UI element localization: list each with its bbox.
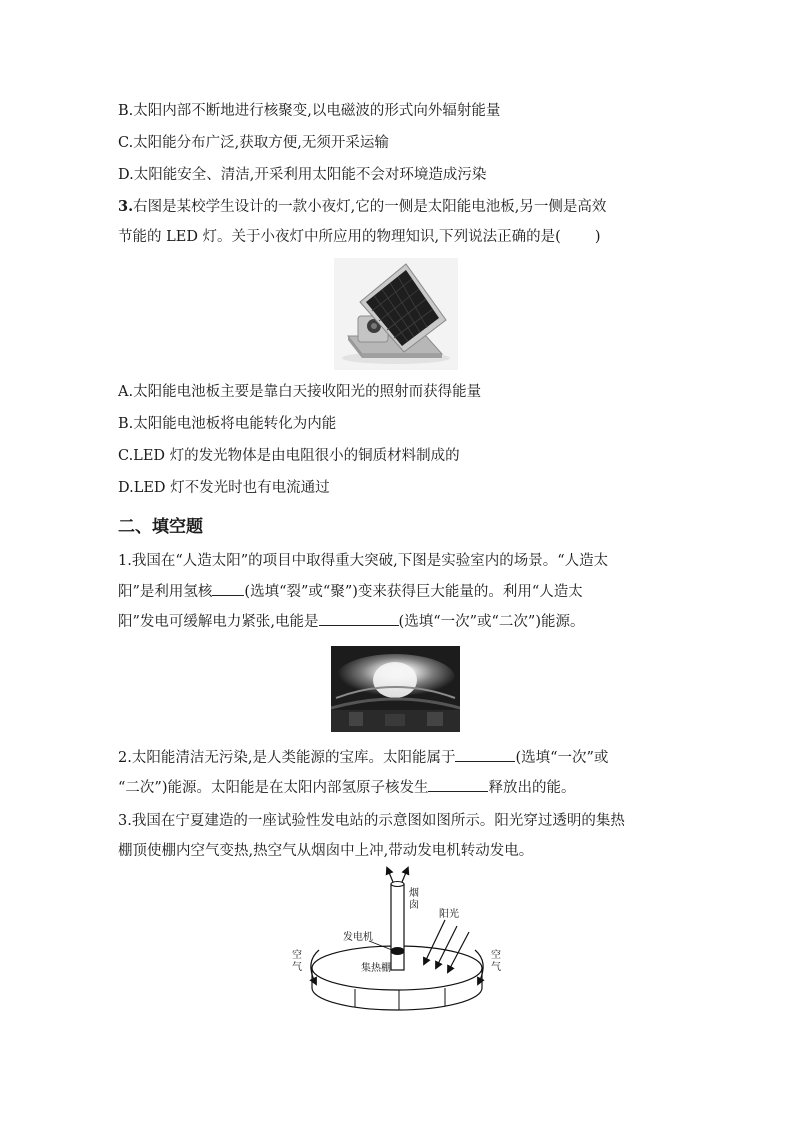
option-b: B.太阳内部不断地进行核聚变,以电磁波的形式向外辐射能量 <box>118 103 501 119</box>
air-label: 气 <box>292 962 302 973</box>
question-text: ) <box>594 229 601 245</box>
air-label: 空 <box>292 950 302 961</box>
answer-blank[interactable] <box>428 777 488 792</box>
chimney-label: 烟 <box>409 888 419 899</box>
question-text: 2.太阳能清洁无污染,是人类能源的宝库。太阳能属于 <box>118 750 456 766</box>
section-title: 二、填空题 <box>118 517 203 537</box>
question-3-line2 <box>118 227 601 247</box>
question-text: 阳”发电可缓解电力紧张,电能是 <box>118 614 319 630</box>
diagram-svg <box>285 866 510 1028</box>
fill-1-line2 <box>118 581 583 602</box>
option-d: D.太阳能安全、清洁,开采利用太阳能不会对环境造成污染 <box>118 167 487 183</box>
air-label: 气 <box>491 962 501 973</box>
fill-3-line1: 3.我国在宁夏建造的一座试验性发电站的示意图如图所示。阳光穿过透明的集热 <box>118 813 625 829</box>
question-number: 3. <box>118 198 134 215</box>
option-c: C.太阳能分布广泛,获取方便,无须开采运输 <box>118 135 389 151</box>
answer-blank[interactable] <box>319 611 399 626</box>
fill-1-line1: 1.我国在“人造太阳”的项目中取得重大突破,下图是实验室内的场景。“人造太 <box>118 553 609 569</box>
fill-3-line2: 棚顶使棚内空气变热,热空气从烟囱中上冲,带动发电机转动发电。 <box>118 843 534 859</box>
solar-lamp-illustration <box>334 258 458 370</box>
generator-label: 发电机 <box>343 932 373 943</box>
question-3-line1 <box>118 197 606 217</box>
question-text: 阳”是利用氢核 <box>118 584 213 600</box>
chimney-label: 囱 <box>409 900 419 911</box>
sunlight-label: 阳光 <box>439 909 459 920</box>
question-text: 释放出的能。 <box>488 780 576 796</box>
option-d: D.LED 灯不发光时也有电流通过 <box>118 480 330 496</box>
question-text: 右图是某校学生设计的一款小夜灯,它的一侧是太阳能电池板,另一侧是高效 <box>133 199 607 215</box>
fill-1-line3 <box>118 611 585 632</box>
question-text: (选填“一次”或 <box>515 750 609 766</box>
fill-2-line1 <box>118 747 608 768</box>
shed-label: 集热棚 <box>361 963 391 974</box>
answer-blank[interactable] <box>455 747 515 762</box>
solar-chimney-diagram <box>285 866 510 1028</box>
fill-2-line2 <box>118 777 575 798</box>
question-text: 节能的 LED 灯。关于小夜灯中所应用的物理知识,下列说法正确的是( <box>118 229 561 245</box>
question-text: (选填“一次”或“二次”)能源。 <box>398 614 585 630</box>
option-a: A.太阳能电池板主要是靠白天接收阳光的照射而获得能量 <box>118 384 482 400</box>
option-b: B.太阳能电池板将电能转化为内能 <box>118 416 337 432</box>
air-label: 空 <box>491 950 501 961</box>
solar-lamp-image <box>334 258 458 370</box>
artificial-sun-photo <box>331 646 460 732</box>
answer-blank[interactable] <box>212 581 244 596</box>
question-text: (选填“裂”或“聚”)变来获得巨大能量的。利用“人造太 <box>244 584 583 600</box>
plasma-illustration <box>331 646 460 732</box>
option-c: C.LED 灯的发光物体是由电阻很小的铜质材料制成的 <box>118 448 460 464</box>
question-text: “二次”)能源。太阳能是在太阳内部氢原子核发生 <box>118 780 429 796</box>
